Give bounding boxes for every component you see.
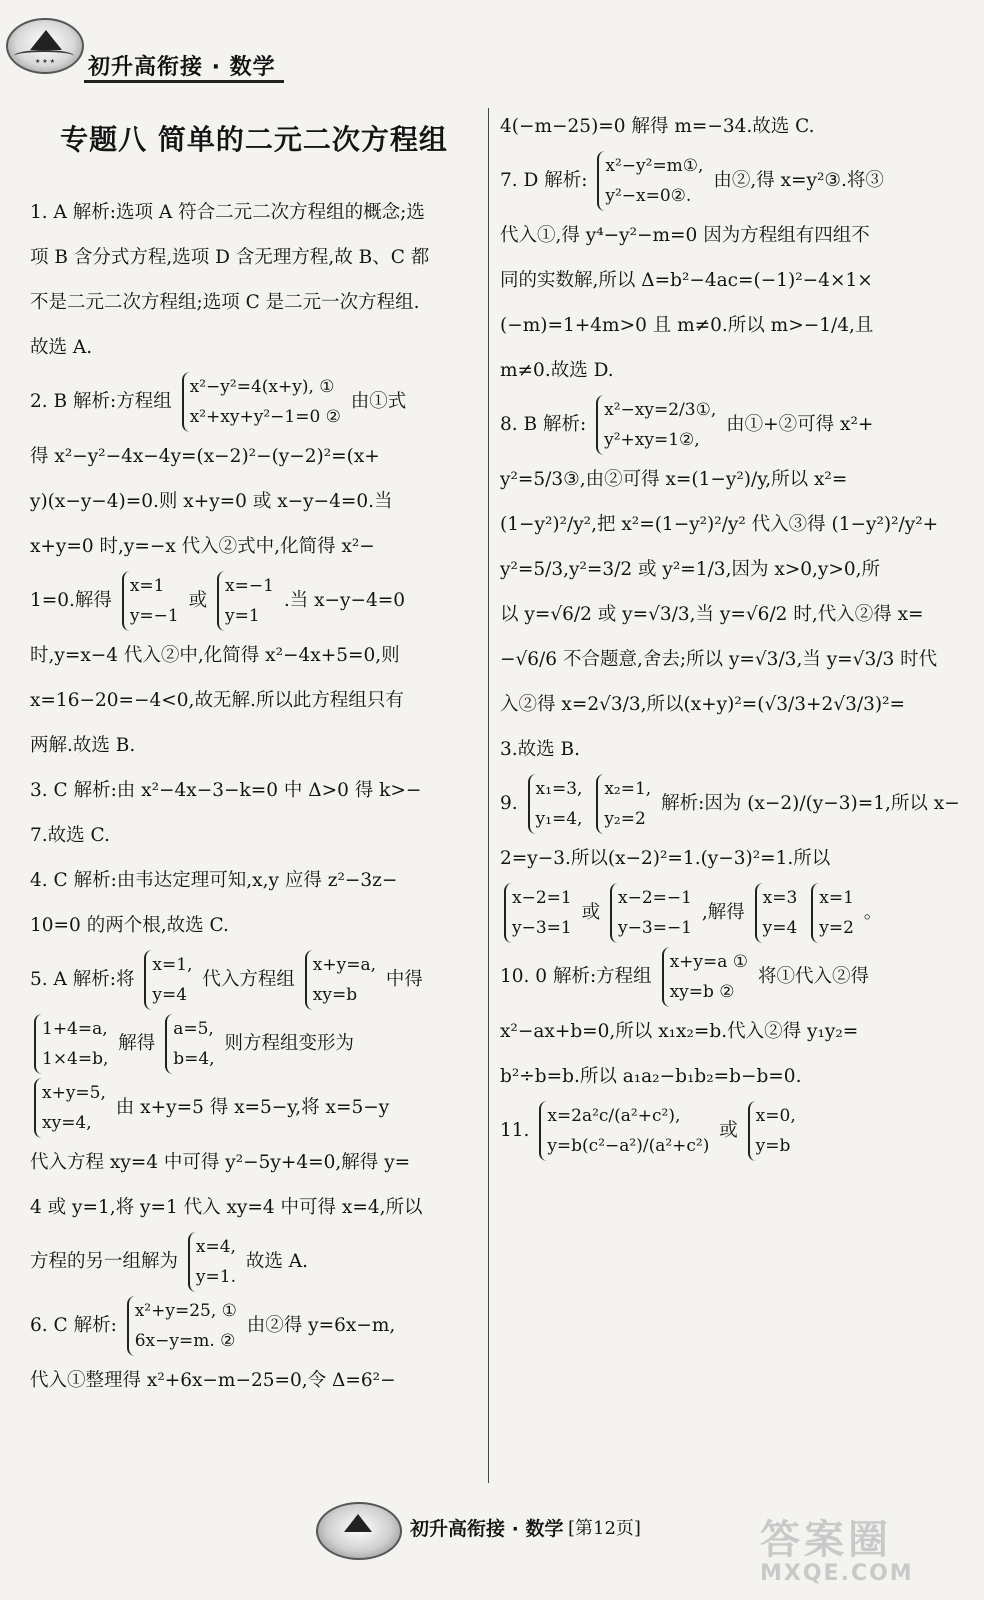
equation: y−3=−1 bbox=[618, 918, 692, 938]
answer-2 bbox=[30, 370, 478, 768]
equation: x+y=a, bbox=[312, 955, 376, 975]
equation: x=1, bbox=[152, 955, 193, 975]
text-line: 同的实数解,所以 Δ=b²−4ac=(−1)²−4×1× bbox=[500, 270, 873, 291]
equation-line bbox=[500, 945, 950, 1009]
equation-line bbox=[30, 948, 478, 1012]
equation-line bbox=[500, 1099, 950, 1163]
answer-11 bbox=[500, 1099, 950, 1163]
equation: y=−1 bbox=[129, 606, 179, 626]
text-line: 4(−m−25)=0 解得 m=−34.故选 C. bbox=[500, 116, 815, 137]
text-line: (−m)=1+4m>0 且 m≠0.所以 m>−1/4,且 bbox=[500, 315, 874, 336]
equation-system bbox=[811, 883, 854, 943]
equation: y=2 bbox=[819, 918, 854, 938]
text-segment: 则方程组变形为 bbox=[224, 1033, 354, 1054]
equation-system bbox=[504, 883, 572, 943]
equation-line bbox=[30, 1294, 478, 1358]
text-segment: 代入方程组 bbox=[202, 969, 295, 990]
equation-system bbox=[34, 1014, 108, 1074]
watermark bbox=[760, 1508, 970, 1588]
text-line: y²=5/3,y²=3/2 或 y²=1/3,因为 x>0,y>0,所 bbox=[500, 559, 881, 580]
equation: xy=4, bbox=[42, 1113, 92, 1133]
equation-system bbox=[305, 950, 376, 1010]
text-line: −√6/6 不合题意,舍去;所以 y=√3/3,当 y=√3/3 时代 bbox=[500, 649, 938, 670]
equation: y=b(c²−a²)/(a²+c²) bbox=[547, 1136, 710, 1156]
equation: y²+xy=1②, bbox=[604, 430, 700, 450]
text-segment: 11. bbox=[500, 1120, 530, 1141]
equation-system bbox=[122, 571, 179, 631]
text-line: 2=y−3.所以(x−2)²=1.(y−3)²=1.所以 bbox=[500, 848, 831, 869]
equation: b=4, bbox=[173, 1049, 215, 1069]
text-segment: 6. C 解析: bbox=[30, 1315, 117, 1336]
text-segment: 由②,得 x=y²③.将③ bbox=[713, 170, 884, 191]
text-segment: 1=0.解得 bbox=[30, 590, 112, 611]
text-line: b²÷b=b.所以 a₁a₂−b₁b₂=b−b=0. bbox=[500, 1066, 802, 1087]
page-header bbox=[0, 0, 984, 96]
right-column bbox=[500, 104, 960, 1163]
page-number: [第12页] bbox=[568, 1518, 641, 1539]
equation: x+y=5, bbox=[42, 1083, 106, 1103]
equation: y=1. bbox=[195, 1267, 236, 1287]
text-line: 两解.故选 B. bbox=[30, 735, 136, 756]
text-line: 故选 A. bbox=[30, 337, 93, 358]
equation-line bbox=[500, 881, 950, 945]
text-segment: 由①+②可得 x²+ bbox=[726, 414, 874, 435]
equation-system bbox=[610, 883, 692, 943]
equation-system bbox=[662, 947, 748, 1007]
equation: x=−1 bbox=[225, 576, 274, 596]
text-segment: ,解得 bbox=[701, 902, 745, 923]
equation-system bbox=[144, 950, 192, 1010]
equation: x=3 bbox=[762, 888, 798, 908]
page-title: 专题八 简单的二元二次方程组 bbox=[60, 123, 448, 156]
header-brand: 初升高衔接 · 数学 bbox=[88, 55, 276, 80]
equation: x=1 bbox=[819, 888, 854, 908]
equation-system bbox=[34, 1078, 106, 1138]
left-column bbox=[30, 104, 478, 1403]
equation-line bbox=[500, 149, 950, 213]
equation-line bbox=[30, 370, 478, 434]
watermark-url: MXQE.COM bbox=[760, 1561, 914, 1586]
text-line: m≠0.故选 D. bbox=[500, 360, 614, 381]
equation: y²−x=0②. bbox=[605, 186, 692, 206]
equation: x=0, bbox=[755, 1106, 796, 1126]
equation-line bbox=[500, 393, 950, 457]
answer-10 bbox=[500, 945, 950, 1099]
school-emblem-icon: ★ ★ ★ bbox=[6, 18, 84, 74]
footer-brand: 初升高衔接 · 数学 bbox=[410, 1518, 564, 1540]
text-line: 代入①,得 y⁴−y²−m=0 因为方程组有四组不 bbox=[500, 225, 870, 246]
text-line: 入②得 x=2√3/3,所以(x+y)²=(√3/3+2√3/3)²= bbox=[500, 694, 906, 715]
equation-system bbox=[165, 1014, 214, 1074]
text-segment: 5. A 解析:将 bbox=[30, 969, 135, 990]
equation: 6x−y=m. ② bbox=[134, 1331, 236, 1351]
text-line: 4 或 y=1,将 y=1 代入 xy=4 中可得 x=4,所以 bbox=[30, 1197, 423, 1218]
column-divider bbox=[488, 108, 489, 1483]
text-segment: 方程的另一组解为 bbox=[30, 1251, 179, 1272]
text-segment: 9. bbox=[500, 793, 518, 814]
text-segment: 或 bbox=[188, 590, 208, 611]
text-segment: 由②得 y=6x−m, bbox=[246, 1315, 396, 1336]
equation: 1+4=a, bbox=[42, 1019, 108, 1039]
equation: x=4, bbox=[195, 1237, 236, 1257]
text-segment: 。 bbox=[863, 902, 883, 923]
equation: xy=b ② bbox=[669, 982, 735, 1002]
equation: x²+y=25, ① bbox=[134, 1301, 237, 1321]
equation-system bbox=[597, 151, 703, 211]
equation: 1×4=b, bbox=[42, 1049, 109, 1069]
equation: x−2=−1 bbox=[618, 888, 692, 908]
answer-3 bbox=[30, 768, 478, 858]
equation: x₁=3, bbox=[535, 779, 583, 799]
equation-system bbox=[596, 774, 651, 834]
equation-system bbox=[539, 1101, 709, 1161]
text-segment: 将①代入②得 bbox=[757, 966, 869, 987]
equation: x²−y²=m①, bbox=[605, 156, 704, 176]
text-line: (1−y²)²/y²,把 x²=(1−y²)²/y² 代入③得 (1−y²)²/y²+ bbox=[500, 514, 939, 535]
equation: y₂=2 bbox=[604, 809, 646, 829]
text-line: 10=0 的两个根,故选 C. bbox=[30, 915, 229, 936]
text-line: 不是二元二次方程组;选项 C 是二元一次方程组. bbox=[30, 292, 420, 313]
text-line: 项 B 含分式方程,选项 D 含无理方程,故 B、C 都 bbox=[30, 247, 430, 268]
text-line: 3.故选 B. bbox=[500, 739, 581, 760]
text-line: 代入①整理得 x²+6x−m−25=0,令 Δ=6²− bbox=[30, 1370, 396, 1391]
equation-line bbox=[30, 569, 478, 633]
equation: y=4 bbox=[152, 985, 188, 1005]
answer-5 bbox=[30, 948, 478, 1294]
text-segment: 故选 A. bbox=[245, 1251, 308, 1272]
answer-1 bbox=[30, 190, 478, 370]
equation-system bbox=[182, 372, 341, 432]
equation-system bbox=[528, 774, 583, 834]
equation: y=1 bbox=[225, 606, 260, 626]
text-line: 时,y=x−4 代入②中,化简得 x²−4x+5=0,则 bbox=[30, 645, 400, 666]
text-segment: 解析:因为 (x−2)/(y−3)=1,所以 x− bbox=[661, 793, 960, 814]
text-line: x=16−20=−4<0,故无解.所以此方程组只有 bbox=[30, 690, 404, 711]
watermark-title: 答案圈 bbox=[760, 1517, 892, 1563]
equation: y₁=4, bbox=[535, 809, 583, 829]
text-segment: 7. D 解析: bbox=[500, 170, 588, 191]
page-footer bbox=[0, 1500, 984, 1600]
text-segment: 中得 bbox=[385, 969, 423, 990]
text-line: 以 y=√6/2 或 y=√3/3,当 y=√6/2 时,代入②得 x= bbox=[500, 604, 924, 625]
text-line: 得 x²−y²−4x−4y=(x−2)²−(y−2)²=(x+ bbox=[30, 446, 380, 467]
equation: x²−xy=2/3①, bbox=[604, 400, 717, 420]
equation: x²+xy+y²−1=0 ② bbox=[189, 407, 341, 427]
equation-line bbox=[30, 1076, 478, 1140]
text-line: 3. C 解析:由 x²−4x−3−k=0 中 Δ>0 得 k>− bbox=[30, 780, 422, 801]
text-segment: 或 bbox=[719, 1120, 738, 1141]
equation: x=1 bbox=[129, 576, 165, 596]
equation-system bbox=[188, 1232, 236, 1292]
equation-system bbox=[596, 395, 716, 455]
text-segment: 由 x+y=5 得 x=5−y,将 x=5−y bbox=[115, 1097, 390, 1118]
text-line: 7.故选 C. bbox=[30, 825, 110, 846]
text-line: 4. C 解析:由韦达定理可知,x,y 应得 z²−3z− bbox=[30, 870, 398, 891]
equation: xy=b bbox=[312, 985, 358, 1005]
text-segment: 由①式 bbox=[350, 391, 407, 412]
text-line: 代入方程 xy=4 中可得 y²−5y+4=0,解得 y= bbox=[30, 1152, 411, 1173]
equation: x−2=1 bbox=[512, 888, 572, 908]
answer-6 bbox=[30, 1294, 478, 1403]
header-rule bbox=[84, 80, 284, 83]
text-segment: 8. B 解析: bbox=[500, 414, 587, 435]
answer-9 bbox=[500, 772, 960, 945]
equation-line bbox=[30, 1230, 478, 1294]
equation: x₂=1, bbox=[604, 779, 652, 799]
equation: x+y=a ① bbox=[669, 952, 749, 972]
equation-line bbox=[500, 772, 960, 836]
text-line: x+y=0 时,y=−x 代入②式中,化简得 x²− bbox=[30, 536, 375, 557]
answer-8 bbox=[500, 393, 950, 772]
text-line: 1. A 解析:选项 A 符合二元二次方程组的概念;选 bbox=[30, 202, 425, 223]
text-line: y)(x−y−4)=0.则 x+y=0 或 x−y−4=0.当 bbox=[30, 491, 393, 512]
text-segment: 或 bbox=[581, 902, 601, 923]
school-emblem-icon bbox=[316, 1502, 402, 1560]
answer-4 bbox=[30, 858, 478, 948]
text-segment: 2. B 解析:方程组 bbox=[30, 391, 172, 412]
equation-line bbox=[30, 1012, 478, 1076]
equation: x²−y²=4(x+y), ① bbox=[189, 377, 335, 397]
text-segment: .当 x−y−4=0 bbox=[283, 590, 406, 611]
equation: y=4 bbox=[762, 918, 798, 938]
text-segment: 解得 bbox=[118, 1033, 156, 1054]
answer-7 bbox=[500, 149, 950, 393]
equation: y=b bbox=[755, 1136, 791, 1156]
equation-system bbox=[127, 1296, 237, 1356]
equation: x=2a²c/(a²+c²), bbox=[547, 1106, 681, 1126]
text-line: y²=5/3③,由②可得 x=(1−y²)/y,所以 x²= bbox=[500, 469, 848, 490]
text-line: x²−ax+b=0,所以 x₁x₂=b.代入②得 y₁y₂= bbox=[500, 1021, 859, 1042]
equation-system bbox=[748, 1101, 796, 1161]
equation-system bbox=[217, 571, 274, 631]
equation: y−3=1 bbox=[512, 918, 572, 938]
equation: a=5, bbox=[173, 1019, 214, 1039]
equation-system bbox=[755, 883, 798, 943]
text-segment: 10. 0 解析:方程组 bbox=[500, 966, 652, 987]
